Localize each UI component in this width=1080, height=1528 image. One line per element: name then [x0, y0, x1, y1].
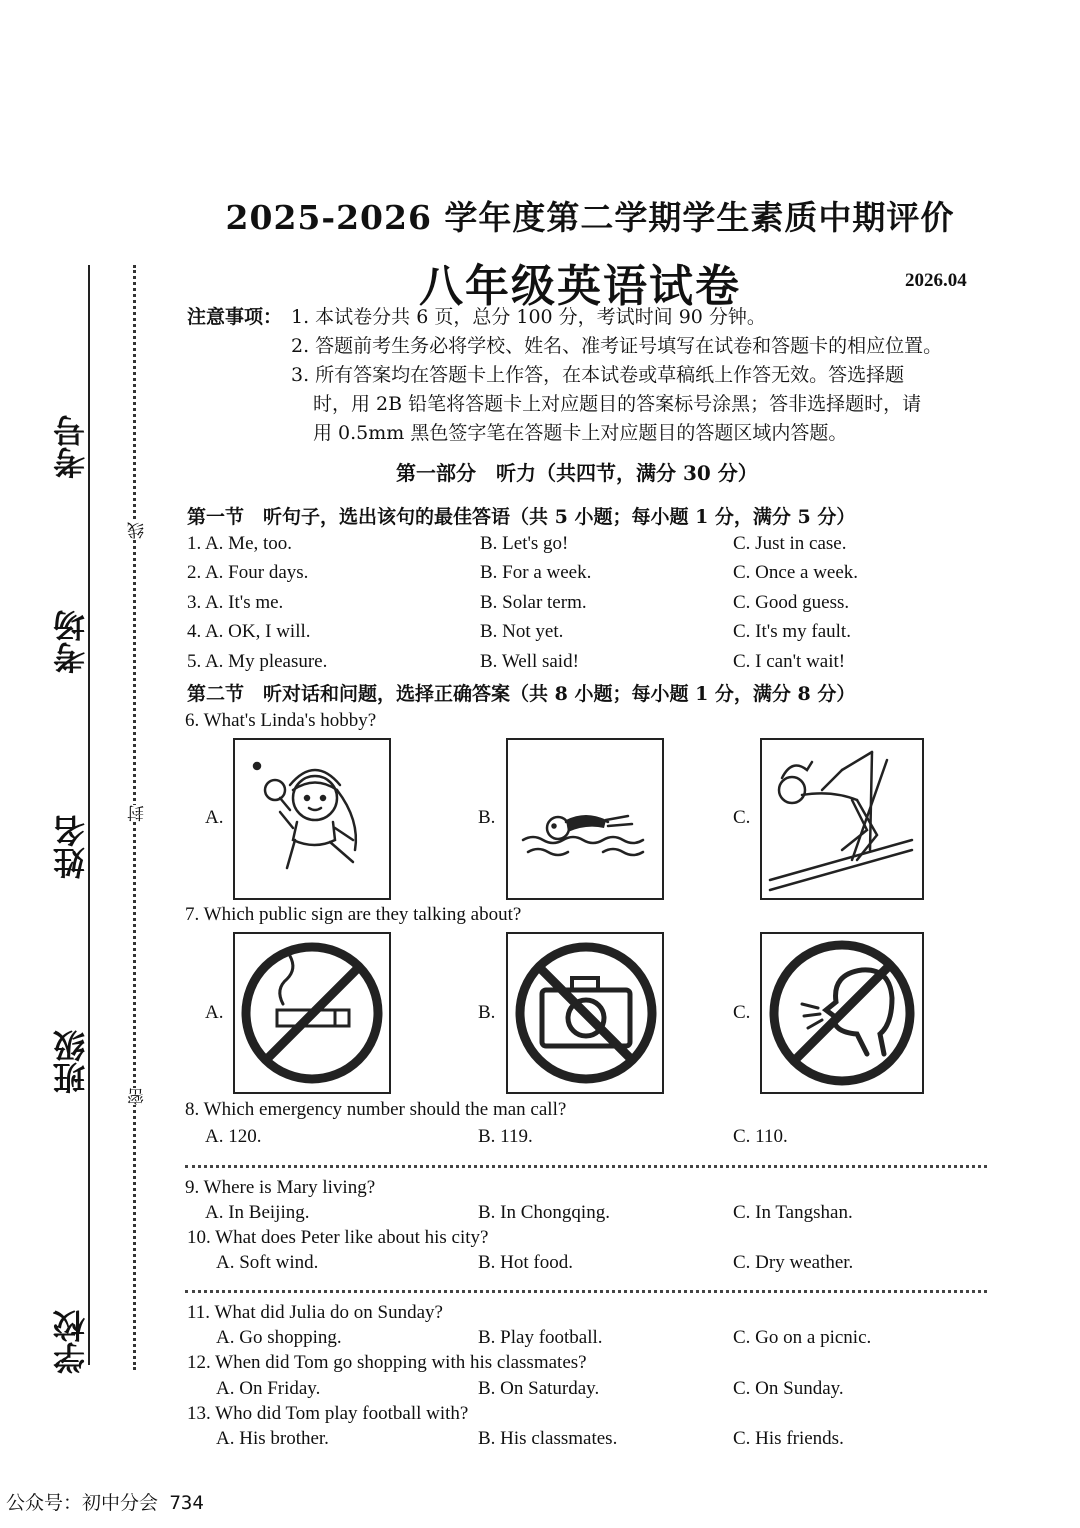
- q5-option-c: C. I can't wait!: [733, 651, 846, 672]
- q1-option-b: B. Let's go!: [480, 533, 569, 554]
- q8-option-b: B. 119.: [478, 1126, 533, 1147]
- q13-option-c: C. His friends.: [733, 1428, 844, 1449]
- q4-option-a: 4. A. OK, I will.: [187, 621, 311, 642]
- class-label: 班级: [52, 1030, 90, 1094]
- q2-option-b: B. For a week.: [480, 562, 592, 583]
- q13-option-a: A. His brother.: [216, 1428, 329, 1449]
- q12-option-c: C. On Sunday.: [733, 1378, 844, 1399]
- note-item-1: 1. 本试卷分共 6 页，总分 100 分，考试时间 90 分钟。: [291, 306, 766, 328]
- q2-option-c: C. Once a week.: [733, 562, 859, 583]
- q7-question: 7. Which public sign are they talking about?: [185, 904, 522, 925]
- q10-option-b: B. Hot food.: [478, 1252, 573, 1273]
- q12-question: 12. When did Tom go shopping with his classmates?: [187, 1352, 587, 1373]
- q13-option-b: B. His classmates.: [478, 1428, 618, 1449]
- name-label: 姓名: [52, 815, 90, 879]
- ping-pong-girl-picture: [233, 738, 391, 900]
- exam-room-label: 考场: [52, 610, 90, 674]
- dotted-separator: [185, 1290, 987, 1293]
- q11-option-a: A. Go shopping.: [216, 1327, 342, 1348]
- swimming-girl-picture: [506, 738, 664, 900]
- seal-char-line: 线: [125, 522, 150, 539]
- section1-title: 第一节 听句子，选出该句的最佳答语（共 5 小题；每小题 1 分，满分 5 分）: [187, 506, 856, 528]
- q11-option-b: B. Play football.: [478, 1327, 603, 1348]
- q8-option-a: A. 120.: [205, 1126, 262, 1147]
- exam-title-line1: 2025-2026 学年度第二学期学生素质中期评价: [225, 198, 955, 237]
- q8-option-c: C. 110.: [733, 1126, 788, 1147]
- q3-option-c: C. Good guess.: [733, 592, 850, 613]
- seal-char-seal: 封: [125, 805, 150, 822]
- footer-watermark: 公众号：初中分会 734: [6, 1492, 204, 1514]
- q10-question: 10. What does Peter like about his city?: [187, 1227, 489, 1248]
- q3-option-b: B. Solar term.: [480, 592, 587, 613]
- section2-title: 第二节 听对话和问题，选择正确答案（共 8 小题；每小题 1 分，满分 8 分）: [187, 683, 856, 705]
- q4-option-c: C. It's my fault.: [733, 621, 851, 642]
- exam-date: 2026.04: [905, 270, 967, 291]
- seal-char-secret: 密: [125, 1088, 150, 1105]
- q9-question: 9. Where is Mary living?: [185, 1177, 376, 1198]
- q3-option-a: 3. A. It's me.: [187, 592, 284, 613]
- q9-option-b: B. In Chongqing.: [478, 1202, 610, 1223]
- no-smoking-sign: [233, 932, 391, 1094]
- q12-option-a: A. On Friday.: [216, 1378, 321, 1399]
- q1-option-a: 1. A. Me, too.: [187, 533, 293, 554]
- note-item-3-cont1: 时，用 2B 铅笔将答题卡上对应题目的答案标号涂黑；答非选择题时，请: [313, 393, 922, 415]
- q6-label-b: B.: [478, 807, 496, 828]
- q6-label-c: C.: [733, 807, 751, 828]
- exam-title-line2: 八年级英语试卷: [419, 261, 741, 312]
- q11-option-c: C. Go on a picnic.: [733, 1327, 872, 1348]
- notes-label: 注意事项：: [187, 306, 283, 328]
- q12-option-b: B. On Saturday.: [478, 1378, 600, 1399]
- q7-label-a: A.: [205, 1002, 224, 1023]
- q13-question: 13. Who did Tom play football with?: [187, 1403, 469, 1424]
- q8-question: 8. Which emergency number should the man call?: [185, 1099, 567, 1120]
- no-noise-sign: [760, 932, 924, 1094]
- no-photography-sign: [506, 932, 664, 1094]
- part1-title: 第一部分 听力（共四节，满分 30 分）: [396, 461, 758, 485]
- q7-label-c: C.: [733, 1002, 751, 1023]
- note-item-3-cont2: 用 0.5mm 黑色签字笔在答题卡上对应题目的答题区域内答题。: [313, 422, 848, 444]
- q6-label-a: A.: [205, 807, 224, 828]
- q6-question: 6. What's Linda's hobby?: [185, 710, 377, 731]
- q5-option-a: 5. A. My pleasure.: [187, 651, 328, 672]
- q9-option-c: C. In Tangshan.: [733, 1202, 853, 1223]
- exam-number-label: 考号: [52, 415, 90, 479]
- q1-option-c: C. Just in case.: [733, 533, 847, 554]
- q9-option-a: A. In Beijing.: [205, 1202, 310, 1223]
- note-item-2: 2. 答题前考生务必将学校、姓名、准考证号填写在试卷和答题卡的相应位置。: [291, 335, 943, 357]
- q4-option-b: B. Not yet.: [480, 621, 564, 642]
- q10-option-a: A. Soft wind.: [216, 1252, 319, 1273]
- q10-option-c: C. Dry weather.: [733, 1252, 854, 1273]
- note-item-3: 3. 所有答案均在答题卡上作答，在本试卷或草稿纸上作答无效。答选择题: [291, 364, 905, 386]
- dotted-separator: [185, 1165, 987, 1168]
- school-label: 学校: [52, 1310, 90, 1374]
- q11-question: 11. What did Julia do on Sunday?: [187, 1302, 443, 1323]
- q7-label-b: B.: [478, 1002, 496, 1023]
- q5-option-b: B. Well said!: [480, 651, 579, 672]
- skiing-person-picture: [760, 738, 924, 900]
- q2-option-a: 2. A. Four days.: [187, 562, 309, 583]
